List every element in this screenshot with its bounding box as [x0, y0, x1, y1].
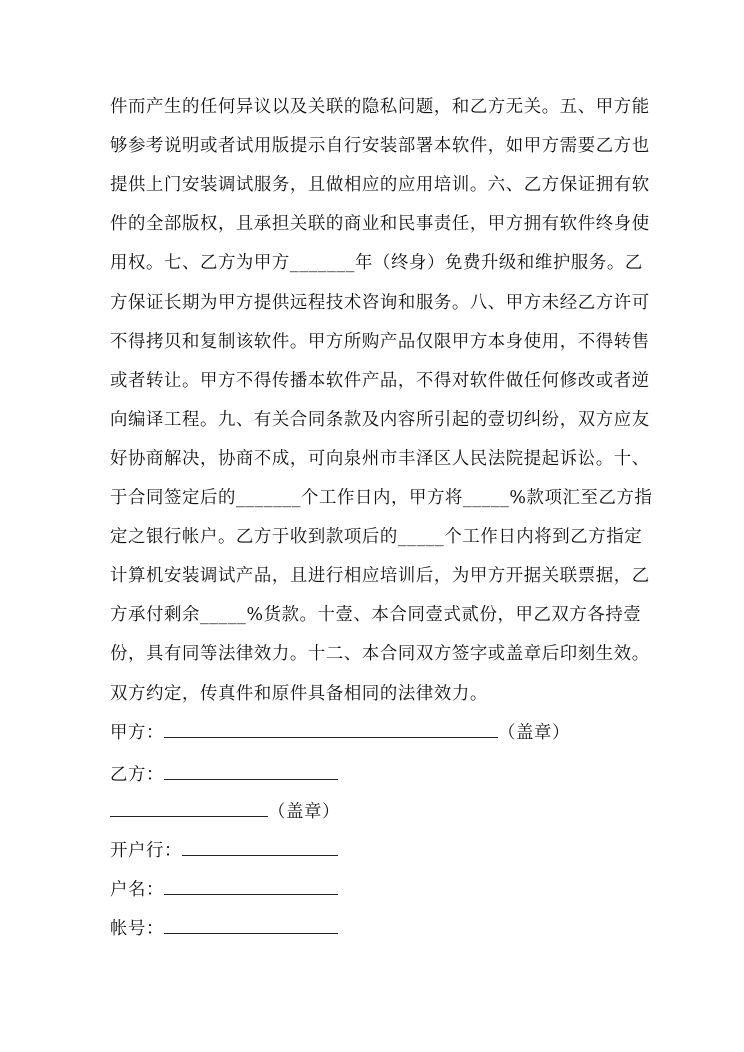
body-line [110, 526, 642, 548]
party-a-blank[interactable] [164, 721, 498, 738]
body-text: 定之银行帐户。乙方于收到款项后的 [110, 527, 398, 547]
body-line [110, 370, 650, 392]
body-text: 件而产生的任何异议以及关联的隐私问题，和乙方无关。五、甲方能 [110, 97, 650, 117]
body-line [110, 487, 652, 509]
body-line [110, 409, 650, 431]
account-no-label: 帐号： [110, 919, 164, 939]
body-line [110, 683, 488, 705]
body-text: 于合同签定后的 [110, 488, 236, 508]
body-text: 向编译工程。九、有关合同条款及内容所引起的壹切纠纷，双方应友 [110, 410, 650, 430]
account-no-line [110, 917, 338, 940]
body-text: 用权。七、乙方为甲方 [110, 253, 290, 273]
body-text: 年（终身）免费升级和维护服务。乙 [355, 253, 643, 273]
party-a-line [110, 721, 570, 744]
body-text: 份，具有同等法律效力。十二、本合同双方签字或盖章后印刻生效。 [110, 644, 650, 664]
body-line [110, 604, 641, 626]
body-line [110, 448, 650, 470]
fill-blank[interactable]: _______ [289, 253, 355, 273]
body-line [110, 292, 650, 314]
party-b-blank[interactable] [164, 763, 338, 780]
body-text: %货款。十壹、本合同壹式贰份，甲乙双方各持壹 [246, 605, 642, 625]
body-text: 个工作日内将到乙方指定 [444, 527, 643, 547]
body-text: %款项汇至乙方指 [509, 488, 653, 508]
bank-line [110, 839, 338, 862]
body-text: 个工作日内，甲方将 [301, 488, 463, 508]
body-text: 双方约定，传真件和原件具备相同的法律效力。 [110, 684, 488, 704]
body-text: 方保证长期为甲方提供远程技术咨询和服务。八、甲方未经乙方许可 [110, 293, 650, 313]
party-b-label: 乙方： [110, 765, 164, 785]
fill-blank[interactable]: _____ [199, 605, 247, 625]
body-line [110, 565, 650, 587]
account-name-blank[interactable] [164, 878, 338, 895]
party-b-line [110, 763, 338, 786]
body-text: 不得拷贝和复制该软件。甲方所购产品仅限甲方本身使用，不得转售 [110, 332, 650, 352]
body-line [110, 135, 650, 157]
party-a-seal: （盖章） [497, 723, 570, 743]
body-text: 计算机安装调试产品，且进行相应培训后，为甲方开据关联票据，乙 [110, 566, 650, 586]
fill-blank[interactable]: _______ [235, 488, 302, 508]
account-name-line [110, 878, 338, 901]
body-text: 件的全部版权，且承担关联的商业和民事责任，甲方拥有软件终身使 [110, 214, 650, 234]
account-no-blank[interactable] [164, 917, 338, 934]
body-line [110, 252, 643, 274]
party-a-label: 甲方： [110, 723, 164, 743]
party-b-seal-line [110, 800, 340, 823]
body-line [110, 174, 650, 196]
body-line [110, 213, 650, 235]
body-line [110, 331, 650, 353]
party-b-seal: （盖章） [268, 802, 340, 822]
body-text: 够参考说明或者试用版提示自行安装部署本软件，如甲方需要乙方也 [110, 136, 650, 156]
bank-blank[interactable] [182, 839, 338, 856]
body-text: 方承付剩余 [110, 605, 200, 625]
bank-label: 开户行： [110, 841, 182, 861]
body-line [110, 96, 650, 118]
party-b-sign-blank[interactable] [110, 800, 268, 817]
body-line [110, 643, 650, 665]
fill-blank[interactable]: _____ [397, 527, 445, 547]
body-text: 提供上门安装调试服务，且做相应的应用培训。六、乙方保证拥有软 [110, 175, 650, 195]
body-text: 或者转让。甲方不得传播本软件产品，不得对软件做任何修改或者逆 [110, 371, 650, 391]
body-text: 好协商解决，协商不成，可向泉州市丰泽区人民法院提起诉讼。十、 [110, 449, 650, 469]
fill-blank[interactable]: _____ [462, 488, 510, 508]
account-name-label: 户名： [110, 880, 164, 900]
